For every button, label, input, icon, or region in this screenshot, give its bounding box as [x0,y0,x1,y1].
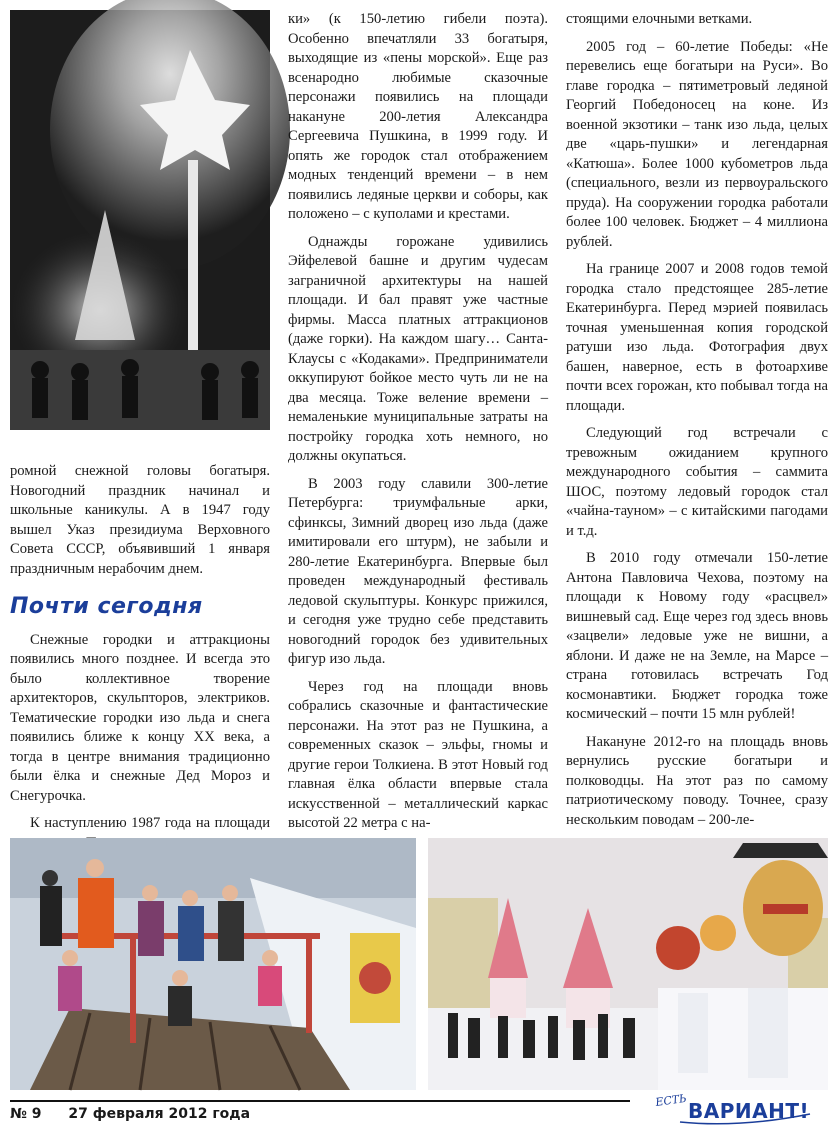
photo-ice-sculptures [428,838,828,1090]
logo-big-text: ВАРИАНТ! [688,1099,810,1123]
logo-small-text: ЕСТЬ [654,1091,688,1109]
ice-sculptures-image [428,838,828,1090]
col3-paragraph-3: На границе 2007 и 2008 годов темой городка стало предстоящее 285-летие Екатеринбурга. Перед мэрией появилась точная уменьшенная копия городской ратуши изо льда. Фотография двух башен, наверное, есть в фотоархиве почти всех горожан, кто побывал тогда на площади. [566,261,828,414]
photo-night-ice-town [10,10,270,430]
page-footer [10,1100,630,1122]
night-ice-town-image [10,10,270,430]
newspaper-logo [650,1092,820,1126]
col3-paragraph-4: Следующий год встречали с тревожным ожиданием крупного международного события – саммита ШОС, поэтому ледовый городок стал «чайна-тауном» – с китайскими пагодами и т.д. [566,425,828,539]
logo-graphic [650,1092,820,1126]
column-3 [566,10,828,830]
section-heading: Почти сегодня [10,594,203,619]
col3-paragraph-2: 2005 год – 60-летие Победы: «Не перевелись еще богатыри на Руси». Во главе городка – пятиметровый ледяной Георгий Победоносец на коне. Из военной экзотики – танк изо льда, целых две «царь-пушки» и легендарная «Катюша». Более 1000 кубометров льда (специального, везли из первоуральского пруда). На сооружении городка работали более 100 человек. Бюджет – 4 миллиона рублей. [566,38,828,250]
col3-paragraph-5: В 2010 году отмечали 150-летие Антона Павловича Чехова, поэтому на площади к Новому году «расцвел» вишневый сад. Еще через год здесь вновь «зацвели» ледовые уже не вишни, а яблони. И даже не на Земле, на Марсе – страна готовилась встречать Год космонавтики. Бюджет городка тоже космический – почти 15 млн рублей! [566,550,828,722]
photo-ice-slide [10,838,416,1090]
issue-number: № 9 [10,1106,42,1122]
col1-paragraph-2: Снежные городки и аттракционы появились много позднее. И всегда это было коллективное творение архитекторов, скульпторов, электриков. Тематические городки изо льда и снега появились ближе к концу XX века, а тогда в центре внимания традиционно были ёлка и снежные Дед Мороз и Снегурочка. [10,631,270,804]
col2-paragraph-3: В 2003 году славили 300-летие Петербурга: триумфальные арки, сфинксы, Зимний дворец изо льда (даже имитировали его штурм), не забыли и 280-летие Екатеринбурга. Впервые был проведен международный фестиваль ледовой скульптуры. Конкурс прижился, и сегодня уже трудно себе представить новогодний городок без удивительных фигур изо льда. [288,475,548,667]
ice-slide-image [10,838,416,1090]
col1-paragraph-3: К наступлению 1987 года на площади [30,815,270,831]
col2-paragraph-4: Через год на площади вновь собрались сказочные и фантастические персонажи. На этот раз не Пушкина, а современных сказок – эльфы, гномы и другие герои Толкиена. В этот Новый год главная ёлка области впервые стала искусственной – металлический каркас высотой 22 метра с на- [288,678,548,831]
col3-paragraph-6: Накануне 2012-го на площадь вновь вернулись русские богатыри и полководцы. На этот раз по самому патриотическому поводу. Точнее, сразу нескольким поводам – 200-ле- [566,733,828,828]
col2-paragraph-1: ки» (к 150-летию гибели поэта). Особенно впечатляли 33 богатыря, выходящие из «пены морской». Еще раз всенародно любимые сказочные персонажи появились на площади накануне 200-летия Александра Сергеевича Пушкина, в 1999 году. И опять же городок стал отображением модных тенденций времени – в нем появились ледяные церкви и соборы, как положено – с куполами и крестами. [288,11,548,222]
col2-paragraph-2: Однажды горожане удивились Эйфелевой башне и другим чудесам заграничной архитектуры на нашей площади. И бал правят уже частные фирмы. Масса платных аттракционов (даже горки). На каждом шагу… Санта-Клаусы с «Кодаками». Предприниматели оккупируют бойкое место чуть ли не на два месяца. Тоже веление времени – немаленькие муниципальные затраты на постройку городка хоть немного, но должны окупаться. [288,233,548,464]
issue-date: 27 февраля 2012 года [68,1106,251,1122]
col3-paragraph-1: стоящими елочными ветками. [566,11,753,27]
col1-paragraph-1: ромной снежной головы богатыря. Новогодний праздник начинал и школьные каникулы. А в 1947 году вышел Указ президиума Верховного Совета СССР, объявивший 1 января праздничным нерабочим днем. [10,463,270,577]
column-2 [288,10,548,830]
column-1 [10,462,270,832]
